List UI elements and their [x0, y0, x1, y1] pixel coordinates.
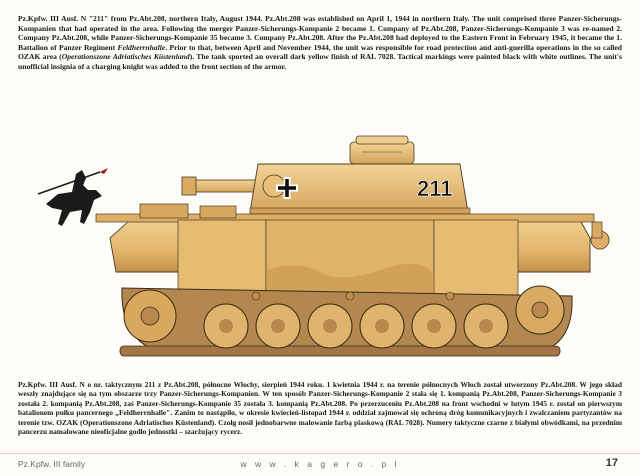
english-caption-part-3: ). The tank sported an overall dark yellow finish of RAL 7028. Tactical markings were painted black with white outlines. The unit's unofficial insignia of a charging knight was added to the front section of the armor. — [18, 52, 622, 71]
english-caption-italic-1: Feldherrnhalle — [117, 42, 166, 52]
series-title: Pz.Kpfw. III family — [18, 459, 86, 469]
english-caption-part-2: . Prior to that, between April and November 1944, the unit was responsible for road protection and anti-guerilla operations in the so called OZAK area ( — [18, 42, 623, 62]
tactical-number: 211 — [417, 176, 453, 201]
english-caption — [18, 14, 622, 72]
page-footer — [0, 453, 640, 476]
drive-sprocket — [124, 290, 176, 342]
polish-caption — [18, 380, 622, 436]
page-number: 17 — [605, 457, 618, 469]
publisher-url: w w w . k a g e r o . p l — [240, 459, 400, 469]
tank-illustration — [0, 120, 640, 375]
polish-caption-text: Pz.Kpfw. III Ausf. N o nr. taktycznym 211 z Pz.Abt.208, północne Włochy, sierpień 1944 roku. 1 kwietnia 1944 r. na terenie północnych Włoch został utworzony Pz.Abt.208. W jego skład weszły znajdujące się na tym obszarze trzy Panzer-Sicherungs-Kompanien. W ten sposób Panzer-Sicherungs-Kompanie 2 stała się 1. kompanią Pz.Abt.208, Panzer-Sicherungs-Kompanie 3 została 2. kompanią Pz.Abt.208, zaś Panzer-Sicherungs-Kompanie 35 została 3. kompanią Pz.Abt.208. Po przerzuceniu Pz.Abt.208 na front wschodni w lutym 1945 r. został on pierwszym batalionem pułku pancernego „Feldherrnhalle". Zanim to nastąpiło, w okresie kwiecień-listopad 1944 r. oddział zajmował się ochroną dróg komunikacyjnych i zwalczaniem partyzantów na terenie tzw. OZAK (Operationszone Adriatisches Küstenland). Czołg nosił jednobarwne malowanie farbą piaskową (RAL 7028). Numery taktyczne czarne z białymi obwódkami, na przednim pancerzu namalowane nieoficjalne godło jednostki – szarżujący rycerz. — [18, 380, 622, 437]
english-caption-part-1: Pz.Kpfw. III Ausf. N "211" from Pz.Abt.208, northern Italy, August 1944. Pz.Abt.208 was established on April 1, 1944 in northern Italy. The unit comprised three Panzer-Sicherungs-Kompanien that had operated in the area. Following the merger Panzer-Sicherungs-Kompanie 2 became 1. Company of Pz.Abt.208, Panzer-Sicherungs-Kompanie 3 was re-named 2. Company Pz.Abt.208, while Panzer-Sicherungs-Kompanie 35 became 3. Company Pz.Abt.208. After the Pz.Abt.208 had deployed to the Eastern Front in February 1945, it became the 1. Battalion of Panzer Regiment — [18, 14, 622, 52]
turret — [250, 164, 470, 214]
hull — [96, 204, 609, 300]
idler-wheel — [516, 286, 564, 334]
commander-cupola — [350, 136, 414, 164]
track-assembly — [120, 286, 572, 356]
english-caption-italic-2: Operationszone Adriatisches Küstenland — [61, 52, 190, 62]
